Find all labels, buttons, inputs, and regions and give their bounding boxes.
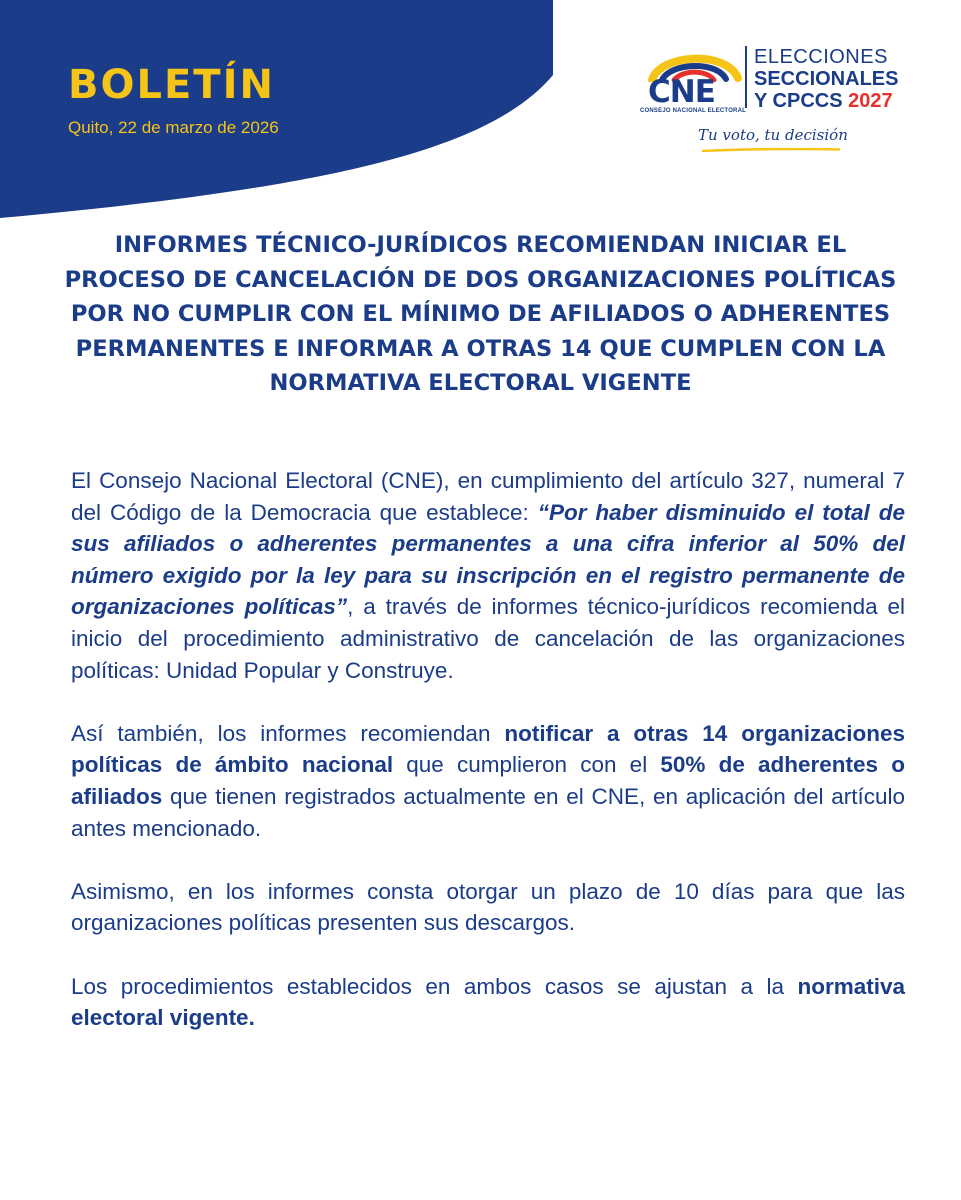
paragraph-4 [71, 971, 905, 1034]
logo-seccionales: SECCIONALES [754, 68, 899, 90]
p2-text-c: que tienen registrados actualmente en el CNE, en aplicación del artículo antes mencionado. [71, 783, 905, 841]
logo-divider [745, 46, 747, 108]
slogan-underline [702, 148, 840, 152]
p4-text-a: Los procedimientos establecidos en ambos casos se ajustan a la [71, 973, 798, 999]
p1-quote: “Por haber disminuido el total de sus afiliados o adherentes permanentes a una cifra inferior al 50% del número exigido por la ley para su inscripción en el registro permanente de organizaciones políticas” [71, 499, 905, 620]
headline: INFORMES TÉCNICO-JURÍDICOS RECOMIENDAN INICIAR EL PROCESO DE CANCELACIÓN DE DOS ORGANIZACIONES POLÍTICAS POR NO CUMPLIR CON EL MÍNIMO DE AFILIADOS O ADHERENTES PERMANENTES E INFORMAR A OTRAS 14 QUE CUMPLEN CON LA NORMATIVA ELECTORAL VIGENTE [64, 232, 897, 397]
slogan: Tu voto, tu decisión [698, 126, 848, 144]
p4-bold: normativa electoral vigente. [71, 973, 905, 1031]
p1-text-b: , a través de informes técnico-jurídicos recomienda el inicio del procedimiento administrativo de cancelación de las organizaciones políticas: Unidad Popular y Construye. [71, 594, 905, 683]
logo-cpccs [754, 90, 893, 113]
cne-brand-subtitle: CONSEJO NACIONAL ELECTORAL [640, 108, 746, 114]
paragraph-1 [71, 465, 905, 686]
cne-elections-logo [640, 38, 920, 168]
paragraph-3: Asimismo, en los informes consta otorgar un plazo de 10 días para que las organizaciones políticas presenten sus descargos. [71, 878, 905, 936]
p2-text-b: que cumplieron con el [393, 752, 661, 778]
cne-brand: CNE [648, 74, 715, 110]
bulletin-date: Quito, 22 de marzo de 2026 [68, 118, 279, 137]
logo-cpccs-prefix: Y CPCCS [754, 90, 849, 112]
logo-year: 2027 [848, 90, 893, 112]
bulletin-body [71, 465, 905, 1065]
p2-bold-2: 50% de adherentes o afiliados [71, 752, 905, 809]
bulletin-title: BOLETÍN [68, 62, 275, 108]
p1-text-a: El Consejo Nacional Electoral (CNE), en cumplimiento del artículo 327, numeral 7 del Código de la Democracia que establece: [71, 468, 905, 525]
paragraph-2 [71, 718, 905, 844]
logo-elecciones: ELECCIONES [754, 46, 888, 68]
p2-text-a: Así también, los informes recomiendan [71, 720, 505, 746]
p2-bold-1: notificar a otras 14 organizaciones políticas de ámbito nacional [71, 720, 905, 778]
